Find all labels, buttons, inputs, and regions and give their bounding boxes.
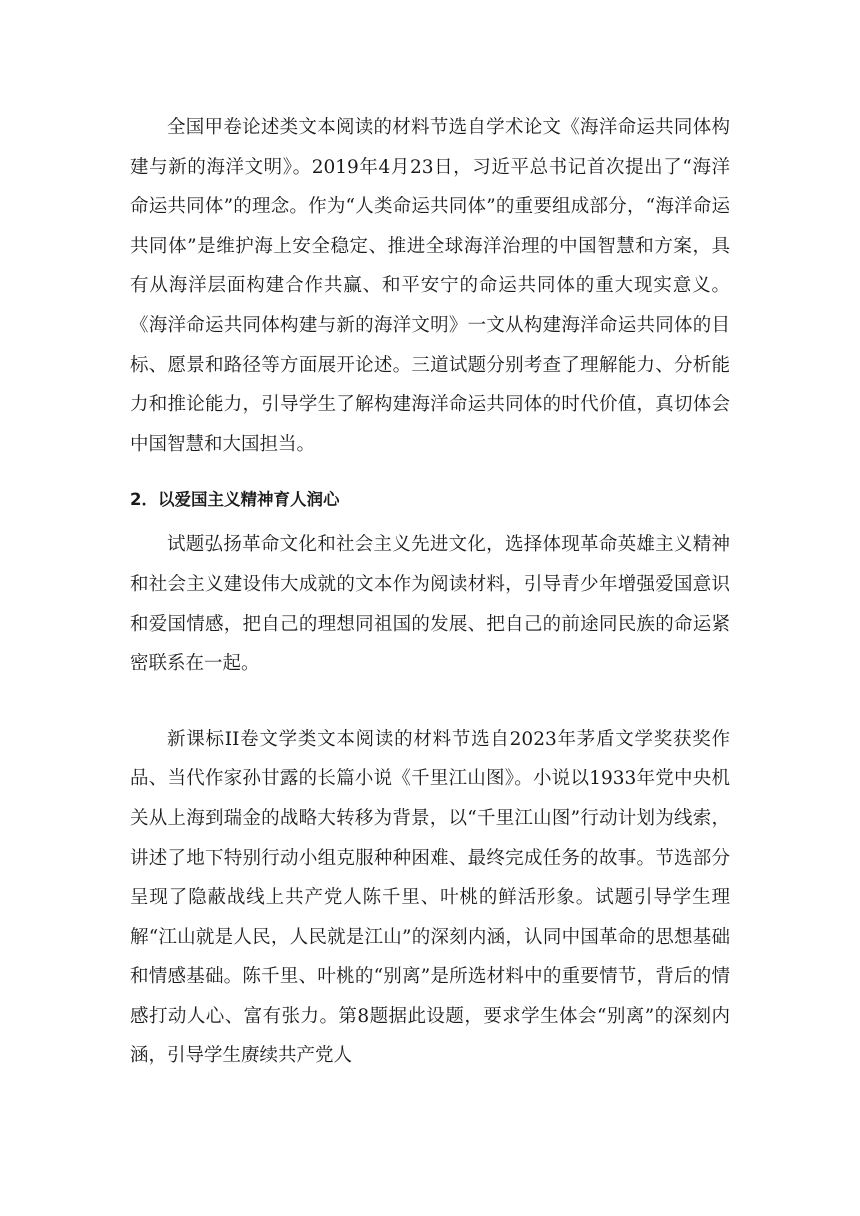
paragraph-ocean-community: 全国甲卷论述类文本阅读的材料节选自学术论文《海洋命运共同体构建与新的海洋文明》。2019年4月23日，习近平总书记首次提出了“海洋命运共同体”的理念。作为“人类命运共同体”的重要组成部分，“海洋命运共同体”是维护海上安全稳定、推进全球海洋治理的中国智慧和方案，具有从海洋层面构建合作共赢、和平安宁的命运共同体的重大现实意义。《海洋命运共同体构建与新的海洋文明》一文从构建海洋命运共同体的目标、愿景和路径等方面展开论述。三道试题分别考查了理解能力、分析能力和推论能力，引导学生了解构建海洋命运共同体的时代价值，真切体会中国智慧和大国担当。 [130,117,730,455]
paragraph-novel: 新课标II卷文学类文本阅读的材料节选自2023年茅盾文学奖获奖作品、当代作家孙甘露的长篇小说《千里江山图》。小说以1933年党中央机关从上海到瑞金的战略大转移为背景，以“千里江山图”行动计划为线索，讲述了地下特别行动小组克服种种困难、最终完成任务的故事。节选部分呈现了隐蔽战线上共产党人陈千里、叶桃的鲜活形象。试题引导学生理解“江山就是人民，人民就是江山”的深刻内涵，认同中国革命的思想基础和情感基础。陈千里、叶桃的“别离”是所选材料中的重要情节，背后的情感打动人心、富有张力。第8题据此设题，要求学生体会“别离”的深刻内涵，引导学生赓续共产党人 [130,728,730,1067]
document-page [130,108,730,1076]
paragraph-patriotism: 试题弘扬革命文化和社会主义先进文化，选择体现革命英雄主义精神和社会主义建设伟大成就的文本作为阅读材料，引导青少年增强爱国意识和爱国情感，把自己的理想同祖国的发展、把自己的前途同民族的命运紧密联系在一起。 [130,534,730,675]
paragraph-gap [130,684,730,720]
section-heading: 2．以爱国主义精神育人润心 [130,490,340,510]
